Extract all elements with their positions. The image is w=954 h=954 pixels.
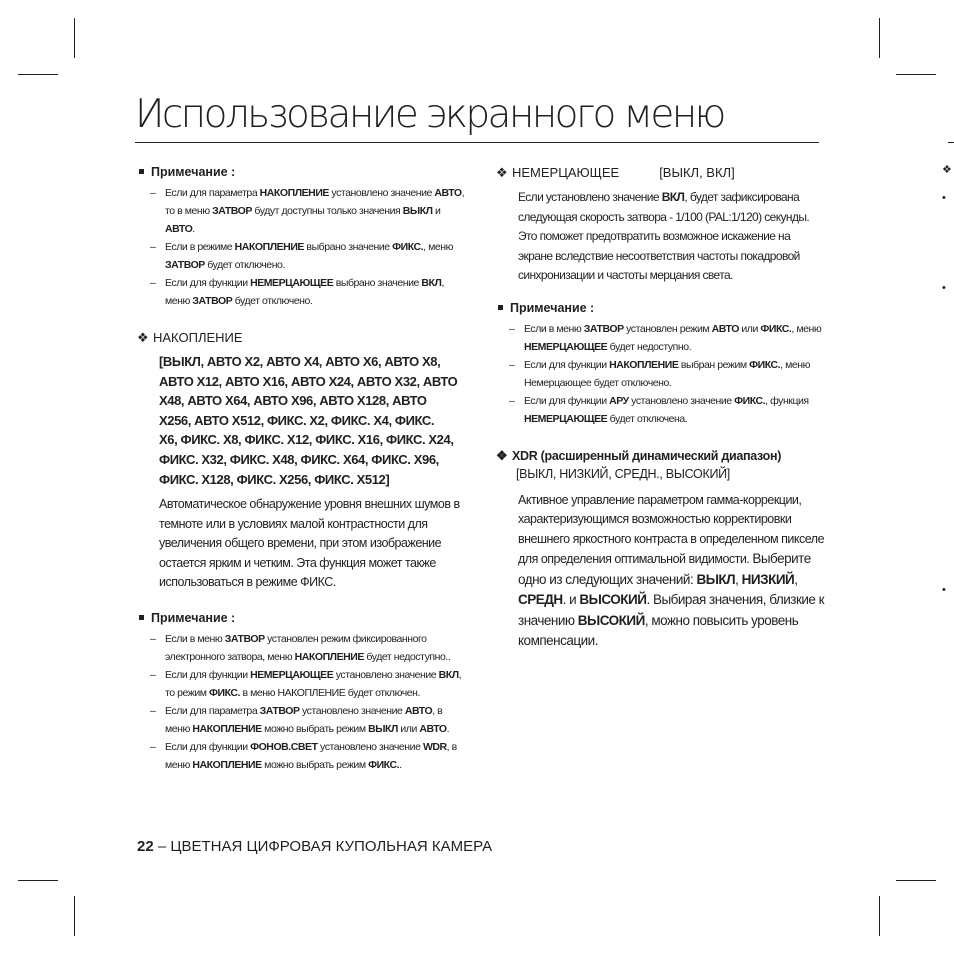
emphasis-text: ВЫКЛ <box>402 205 433 217</box>
crop-mark <box>74 18 75 58</box>
text-run: Если для параметра <box>165 187 260 199</box>
option-line: X256, АВТО X512, ФИКС. X2, ФИКС. X4, ФИКС. <box>159 412 435 428</box>
text-run: в меню НАКОПЛЕНИЕ будет отключен. <box>240 686 420 699</box>
text-run: выбрано значение <box>303 241 393 253</box>
emphasis-text: ФОНОВ.СВЕТ <box>250 740 318 753</box>
xdr-description <box>518 491 826 652</box>
dash-bullet-icon: – <box>509 358 515 371</box>
text-run: выбрано значение <box>333 277 422 289</box>
note-list <box>137 184 467 310</box>
text-run: установлено значение <box>333 668 439 681</box>
dash-bullet-icon: – <box>150 704 156 717</box>
emphasis-text: ФИКС. <box>368 758 400 771</box>
emphasis-text: WDR <box>422 740 447 753</box>
note-heading: Примечание : <box>137 610 467 627</box>
text-run: , меню <box>791 322 822 335</box>
text-run: , то в меню <box>165 187 465 217</box>
emphasis-text: АРУ <box>609 394 629 407</box>
emphasis-text: НАКОПЛЕНИЕ <box>294 650 364 663</box>
dot-bullet-icon: • <box>942 282 946 294</box>
text-run: Если для функции <box>524 358 610 371</box>
emphasis-text: НЕМЕРЦАЮЩЕЕ <box>250 668 334 681</box>
text-run: , можно повысить уровень компенсации. <box>518 612 799 648</box>
option-line: X48, АВТО X64, АВТО X96, АВТО X128, АВТО <box>159 393 427 409</box>
emphasis-text: АВТО <box>711 322 739 335</box>
dot-bullet-icon: • <box>942 584 946 596</box>
text-run: , функция <box>765 394 809 407</box>
note-item <box>137 274 467 310</box>
note-list <box>496 320 826 428</box>
emphasis-text: ВЫСОКИЙ <box>577 612 645 628</box>
note-item <box>496 320 826 356</box>
section-heading-flicker: ❖ НЕМЕРЦАЮЩЕЕ [ВЫКЛ, ВКЛ] <box>496 165 735 180</box>
text-run: , будет зафиксирована следующая скорость затвора - 1/100 (PAL:1/120) секунды. Это поможет предотвратить возможное искажение на экране вследствие несоответствия частоты покадровой синхронизации и частоты мерцания света. <box>518 190 810 282</box>
emphasis-text: ВКЛ <box>661 190 685 204</box>
crop-mark <box>18 880 58 881</box>
text-run: , меню <box>165 277 444 307</box>
text-run: Если для параметра <box>165 704 260 717</box>
note-heading: Примечание : <box>137 164 467 181</box>
option-line: АВТО X12, АВТО X16, АВТО X24, АВТО X32, АВТО <box>159 373 458 389</box>
dash-bullet-icon: – <box>150 632 156 645</box>
crop-mark <box>879 896 880 936</box>
flicker-description <box>518 188 826 286</box>
emphasis-text: НАКОПЛЕНИЕ <box>234 241 304 253</box>
emphasis-text: НЕМЕРЦАЮЩЕЕ <box>250 277 334 289</box>
text-run: можно выбрать режим <box>261 722 369 735</box>
emphasis-text: НЕМЕРЦАЮЩЕЕ <box>524 412 608 425</box>
left-column <box>137 164 467 774</box>
text-run: установлено значение <box>328 187 435 199</box>
text-run: , <box>794 571 798 587</box>
text-run: будет отключено. <box>232 295 313 307</box>
crop-mark <box>948 142 954 143</box>
text-run: Если для функции <box>165 277 251 289</box>
text-run: Активное управление параметром гамма-коррекции, характеризующимся возможностью корректировки внешнего яркостного контраста в определенном пикселе для определения оптимальной видимости. <box>518 492 825 566</box>
emphasis-text: ФИКС. <box>760 322 792 335</box>
text-run: будет отключена. <box>607 412 688 425</box>
square-bullet-icon <box>139 169 144 174</box>
emphasis-text: НАКОПЛЕНИЕ <box>609 358 679 371</box>
emphasis-text: ЗАТВОР <box>165 259 205 271</box>
text-run: будут доступны только значения <box>251 205 403 217</box>
emphasis-text: НАКОПЛЕНИЕ <box>259 187 329 199</box>
text-run: установлено значение <box>628 394 735 407</box>
section-heading-xdr: ❖ XDR (расширенный динамический диапазон) <box>496 447 782 463</box>
emphasis-text: ФИКС. <box>392 241 424 253</box>
diamond-bullet-icon: ❖ <box>496 165 508 180</box>
text-run: , в меню <box>165 704 443 735</box>
dash-bullet-icon: – <box>509 394 515 407</box>
emphasis-text: НАКОПЛЕНИЕ <box>192 758 262 771</box>
page-number: 22 <box>137 838 154 855</box>
accumulation-description: Автоматическое обнаружение уровня внешних шумов в темноте или в условиях малой контрастности для увеличения общего времени, при этом изображение остается ярким и четким. Эта функция может также использоваться в режиме ФИКС. <box>159 497 460 590</box>
crop-mark <box>18 74 58 75</box>
note-item <box>496 392 826 428</box>
note-item <box>137 184 467 238</box>
text-run: и <box>432 205 441 217</box>
option-line: X6, ФИКС. X8, ФИКС. X12, ФИКС. X16, ФИКС. X24, <box>159 432 454 448</box>
text-run: . Выбирая значения, близкие к значению <box>518 592 825 628</box>
emphasis-text: ВКЛ <box>438 668 459 681</box>
text-run: установлено значение <box>299 704 405 717</box>
text-run: Если для функции <box>165 668 251 681</box>
text-run: установлен режим <box>623 322 712 335</box>
emphasis-text: АВТО <box>165 223 193 235</box>
text-run: , <box>735 571 742 587</box>
text-run: будет недоступно. <box>607 340 692 353</box>
emphasis-text: ВЫКЛ <box>368 722 398 735</box>
emphasis-text: ВЫСОКИЙ <box>579 592 647 607</box>
emphasis-text: СРЕДН <box>518 592 563 607</box>
emphasis-text: ВЫКЛ <box>696 571 736 587</box>
note-item <box>137 238 467 274</box>
text-run: Если для функции <box>524 394 610 407</box>
text-run: установлено значение <box>317 740 423 753</box>
crop-mark <box>896 74 936 75</box>
text-run: . и <box>562 592 580 607</box>
xdr-options: [ВЫКЛ, НИЗКИЙ, СРЕДН., ВЫСОКИЙ] <box>516 466 730 481</box>
crop-mark <box>74 896 75 936</box>
option-line: ФИКС. X32, ФИКС. X48, ФИКС. X64, ФИКС. X96, <box>159 451 439 467</box>
diamond-bullet-icon: ❖ <box>137 330 149 345</box>
emphasis-text: АВТО <box>404 704 433 717</box>
emphasis-text: АВТО <box>434 187 462 199</box>
square-bullet-icon <box>139 615 144 620</box>
dash-bullet-icon: – <box>150 187 156 199</box>
text-run: , меню <box>423 241 454 253</box>
text-run: Если в режиме <box>165 241 235 253</box>
emphasis-text: ЗАТВОР <box>212 205 252 217</box>
note-item <box>137 666 467 702</box>
text-run: , меню Немерцающее будет отключено. <box>524 358 811 389</box>
text-run: , в меню <box>165 740 457 771</box>
footer-text: – ЦВЕТНАЯ ЦИФРОВАЯ КУПОЛЬНАЯ КАМЕРА <box>153 838 493 855</box>
text-run: Если в меню <box>165 632 225 645</box>
option-line: ФИКС. X128, ФИКС. X256, ФИКС. X512] <box>159 471 390 487</box>
dash-bullet-icon: – <box>150 740 156 753</box>
diamond-bullet-icon: ❖ <box>942 164 952 176</box>
emphasis-text: ЗАТВОР <box>259 704 300 717</box>
dash-bullet-icon: – <box>509 322 515 335</box>
text-run: . <box>446 722 450 735</box>
diamond-bullet-icon: ❖ <box>496 447 508 463</box>
crop-mark <box>896 880 936 881</box>
note-heading: Примечание : <box>496 300 826 317</box>
text-run: будет недоступно.. <box>363 650 451 663</box>
emphasis-text: ФИКС. <box>209 686 241 699</box>
note-list <box>137 630 467 774</box>
emphasis-text: ЗАТВОР <box>583 322 624 335</box>
note-item <box>496 356 826 392</box>
right-column <box>496 164 826 652</box>
text-run: будет отключено. <box>204 259 285 271</box>
page-title: Использование экранного меню <box>135 92 819 143</box>
dash-bullet-icon: – <box>150 241 156 253</box>
dash-bullet-icon: – <box>150 277 156 289</box>
text-run: Если установлено значение <box>518 190 662 204</box>
text-run: Если для функции <box>165 740 251 753</box>
emphasis-text: НЕМЕРЦАЮЩЕЕ <box>524 340 608 353</box>
emphasis-text: НИЗКИЙ <box>741 571 795 587</box>
emphasis-text: ЗАТВОР <box>192 295 233 307</box>
text-run: . <box>399 758 402 771</box>
emphasis-text: ВКЛ <box>421 277 442 289</box>
note-item <box>137 702 467 738</box>
text-run: установлен режим фиксированного электронного затвора, меню <box>165 632 427 663</box>
text-run: можно выбрать режим <box>261 758 369 771</box>
edge-marks <box>942 164 954 596</box>
emphasis-text: НАКОПЛЕНИЕ <box>192 722 262 735</box>
option-line: [ВЫКЛ, АВТО X2, АВТО X4, АВТО X6, АВТО X8, <box>159 354 441 369</box>
text-run: или <box>738 322 761 335</box>
emphasis-text: ЗАТВОР <box>224 632 265 645</box>
note-item <box>137 738 467 774</box>
square-bullet-icon <box>498 305 503 310</box>
dash-bullet-icon: – <box>150 668 156 681</box>
emphasis-text: ФИКС. <box>749 358 781 371</box>
accumulation-options <box>159 352 467 489</box>
emphasis-text: АВТО <box>419 722 447 735</box>
text-run: . <box>192 223 195 235</box>
dot-bullet-icon: • <box>942 192 946 204</box>
text-run: выбран режим <box>678 358 750 371</box>
text-run: или <box>397 722 420 735</box>
text-run: Если в меню <box>524 322 584 335</box>
page-footer <box>137 836 492 858</box>
text-run: Выберите одно из следующих значений: <box>518 551 811 587</box>
text-run: , то режим <box>165 668 462 699</box>
crop-mark <box>879 18 880 58</box>
emphasis-text: ФИКС. <box>734 394 766 407</box>
note-item <box>137 630 467 666</box>
section-heading-accumulation: ❖ НАКОПЛЕНИЕ <box>137 330 243 345</box>
